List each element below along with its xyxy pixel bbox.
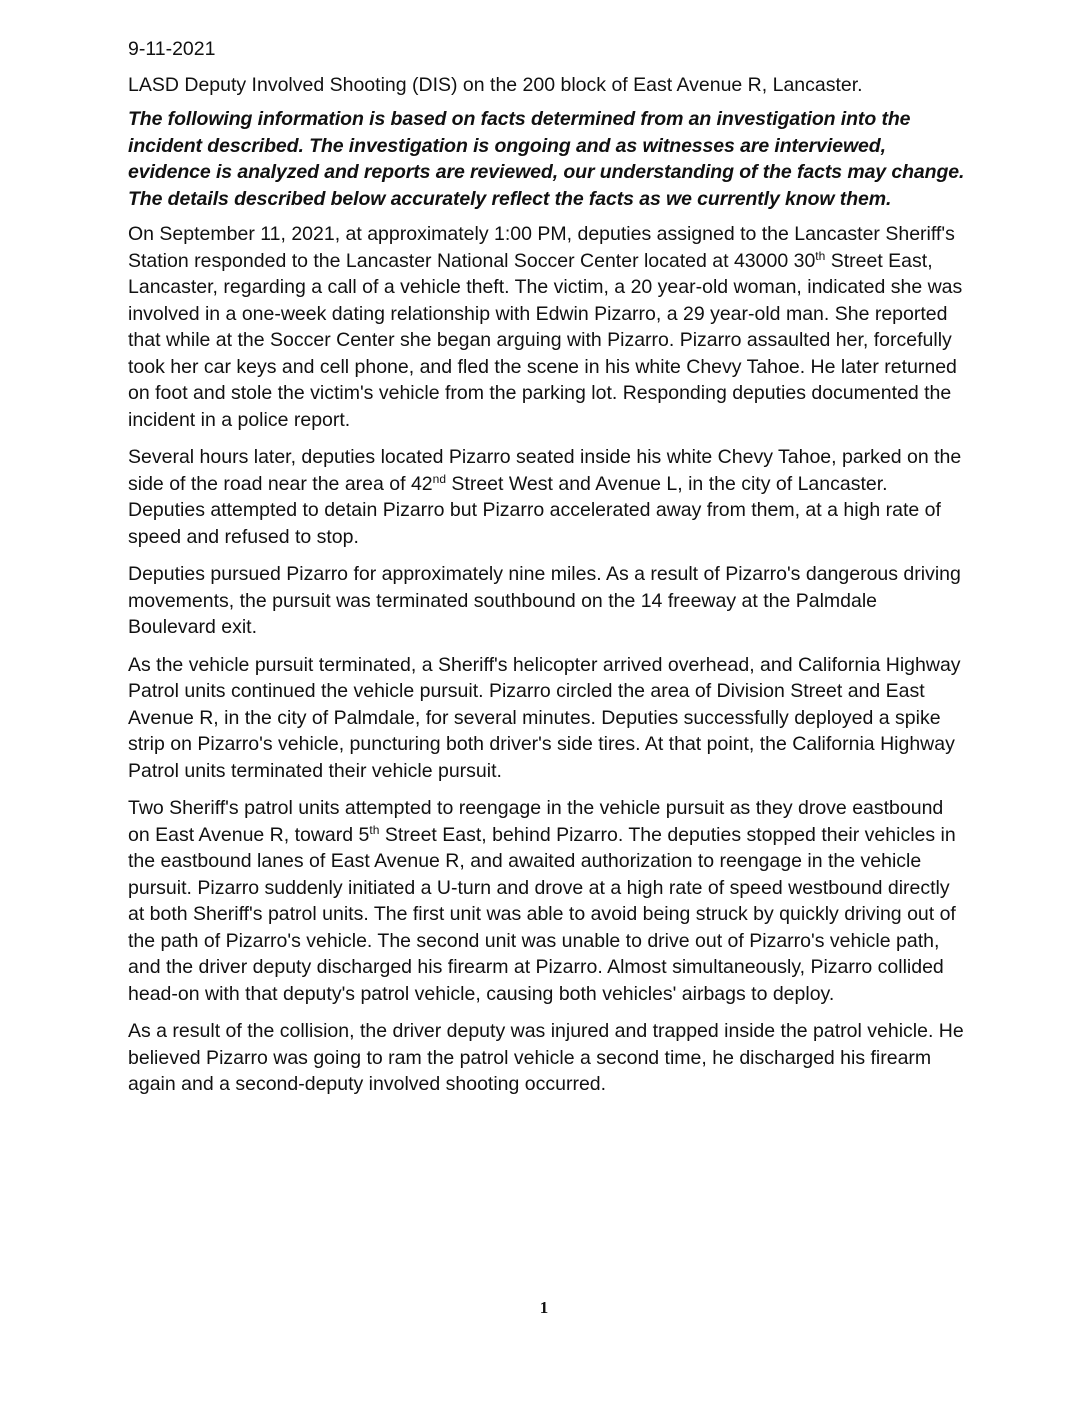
paragraph-6: As a result of the collision, the driver deputy was injured and trapped inside the patrol vehicle. He believed Pizarro was going to ram the patrol vehicle a second time, he discharged his firearm again and a second-deputy involved shooting occurred. (128, 1020, 964, 1095)
paragraph-2-text-b: Street West and Avenue L, in the city of Lancaster. Deputies attempted to detain Pizarro but Pizarro accelerated away from them, at a high rate of speed and refused to stop. (128, 472, 941, 548)
paragraph-4: As the vehicle pursuit terminated, a Sheriff's helicopter arrived overhead, and California Highway Patrol units continued the vehicle pursuit. Pizarro circled the area of Division Street and East Avenue R, in the city of Palmdale, for several minutes. Deputies successfully deployed a spike strip on Pizarro's vehicle, puncturing both driver's side tires. At that point, the California Highway Patrol units terminated their vehicle pursuit. (128, 653, 961, 782)
disclaimer-paragraph: The following information is based on facts determined from an investigation into the incident described. The investigation is ongoing and as witnesses are interviewed, evidence is analyzed and reports are reviewed, our understanding of the facts may change. The details described below accurately reflect the facts as we currently know them. (128, 108, 965, 210)
paragraph-1-text-a: On September 11, 2021, at approximately 1:00 PM, deputies assigned to the Lancaster Sheriff's Station responded to the Lancaster National Soccer Center located at 43000 30 (128, 223, 955, 272)
paragraph-5-text-b: Street East, behind Pizarro. The deputies stopped their vehicles in the eastbound lanes of East Avenue R, and awaited authorization to reengage in the vehicle pursuit. Pizarro suddenly initiated a U-turn and drove at a high rate of speed westbound directly at both Sheriff's patrol units. The first unit was able to avoid being struck by quickly driving out of the path of Pizarro's vehicle. The second unit was unable to drive out of Pizarro's vehicle path, and the driver deputy discharged his firearm at Pizarro. Almost simultaneously, Pizarro collided head-on with that deputy's patrol vehicle, causing both vehicles' airbags to deploy. (128, 823, 956, 1005)
paragraph-2-text-a: Several hours later, deputies located Pizarro seated inside his white Chevy Tahoe, parked on the side of the road near the area of 42 (128, 446, 962, 495)
paragraph-1 (128, 221, 968, 433)
document-date: 9-11-2021 (128, 38, 216, 60)
paragraph-1-text-b: Street East, Lancaster, regarding a call of a vehicle theft. The victim, a 20 year-old woman, indicated she was involved in a one-week dating relationship with Edwin Pizarro, a 29 year-old man. She reported that while at the Soccer Center she began arguing with Pizarro. Pizarro assaulted her, forcefully took her car keys and cell phone, and fled the scene in his white Chevy Tahoe. He later returned on foot and stole the victim's vehicle from the parking lot. Responding deputies documented the incident in a police report. (128, 249, 963, 431)
paragraph-1-ordinal: th (815, 248, 826, 263)
page-number: 1 (539, 1298, 549, 1317)
paragraph-2 (128, 444, 968, 550)
paragraph-5-text-a: Two Sheriff's patrol units attempted to reengage in the vehicle pursuit as they drove eastbound on East Avenue R, toward 5 (128, 797, 944, 846)
paragraph-2-ordinal: nd (432, 471, 446, 486)
paragraph-3: Deputies pursued Pizarro for approximately nine miles. As a result of Pizarro's dangerous driving movements, the pursuit was terminated southbound on the 14 freeway at the Palmdale Boulevard exit. (128, 563, 961, 638)
document-body (128, 36, 968, 1109)
paragraph-5 (128, 795, 968, 1007)
document-title: LASD Deputy Involved Shooting (DIS) on the 200 block of East Avenue R, Lancaster. (128, 74, 863, 96)
paragraph-5-ordinal: th (369, 822, 380, 837)
